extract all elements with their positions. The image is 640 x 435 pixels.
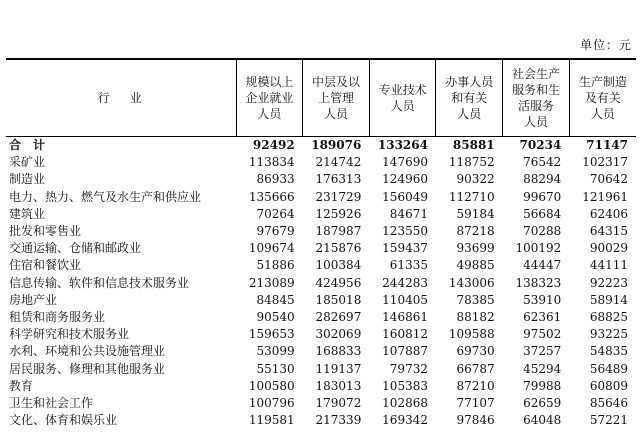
wage-value: 100796: [248, 395, 295, 410]
wage-value: 70264: [256, 206, 295, 221]
wage-value: 70288: [523, 224, 562, 239]
wage-value: 143006: [448, 275, 495, 290]
wage-value: 282697: [315, 309, 362, 324]
header-professional-technical: [369, 59, 436, 137]
industry-name: 住宿和餐饮业: [9, 258, 82, 273]
wage-value: 231729: [315, 189, 362, 204]
industry-name: 水利、环境和公共设施管理业: [9, 344, 166, 359]
wage-value: 62361: [523, 309, 562, 324]
wage-value: 53099: [256, 344, 295, 359]
wage-value: 70234: [519, 138, 562, 153]
table-row: [6, 309, 636, 326]
table-row: [6, 240, 636, 257]
wage-value: 62659: [523, 395, 562, 410]
wage-value: 302069: [315, 327, 362, 342]
wage-value: 79732: [389, 361, 428, 376]
wage-value: 49885: [456, 258, 495, 273]
wage-value: 121961: [582, 189, 628, 204]
wage-value: 169342: [382, 413, 428, 428]
wage-value: 147690: [382, 155, 428, 170]
industry-name: 卫生和社会工作: [9, 395, 94, 410]
table-row: [6, 378, 636, 395]
header-line: 行业: [97, 91, 162, 105]
wage-value: 118752: [448, 155, 495, 170]
wage-value: 58914: [589, 292, 628, 307]
wage-value: 51886: [256, 258, 295, 273]
wage-value: 107887: [382, 344, 428, 359]
header-production: [569, 59, 636, 137]
industry-name: 租赁和商务服务业: [9, 309, 106, 324]
header-line: 上管理: [317, 91, 354, 105]
wage-value: 93225: [589, 327, 628, 342]
wage-value: 105383: [382, 378, 428, 393]
header-line: 人员: [457, 107, 482, 121]
wage-value: 109588: [448, 327, 495, 342]
wage-value: 102317: [582, 155, 628, 170]
wage-value: 88182: [456, 309, 495, 324]
wage-value: 86933: [256, 172, 295, 187]
industry-name: 交通运输、仓储和邮政业: [9, 241, 142, 256]
wage-table: [6, 58, 636, 429]
wage-value: 187987: [315, 224, 362, 239]
wage-value: 124960: [382, 172, 428, 187]
header-line: 活服务: [517, 99, 554, 113]
total-row: [6, 137, 636, 155]
wage-value: 215876: [315, 241, 362, 256]
wage-value: 93699: [456, 241, 495, 256]
header-line: 人员: [323, 107, 348, 121]
wage-value: 100580: [248, 378, 295, 393]
wage-value: 87218: [456, 224, 495, 239]
industry-name: 合计: [9, 138, 58, 153]
table-row: [6, 343, 636, 360]
wage-value: 88294: [523, 172, 562, 187]
wage-value: 78385: [456, 292, 495, 307]
wage-value: 159437: [382, 241, 428, 256]
header-line: 专业技术: [378, 83, 427, 97]
wage-value: 100192: [515, 241, 562, 256]
wage-value: 102868: [382, 395, 428, 410]
industry-name: 制造业: [9, 172, 46, 187]
table-row: [6, 154, 636, 171]
wage-value: 70642: [589, 172, 628, 187]
wage-value: 99670: [523, 189, 562, 204]
wage-value: 97502: [523, 327, 562, 342]
wage-value: 68825: [589, 309, 628, 324]
wage-value: 214742: [315, 155, 362, 170]
header-large-enterprise: [236, 59, 303, 137]
header-line: 人员: [523, 115, 548, 129]
wage-value: 92223: [589, 275, 628, 290]
wage-value: 125926: [315, 206, 362, 221]
wage-value: 44447: [523, 258, 562, 273]
wage-value: 64315: [589, 224, 628, 239]
wage-value: 97846: [456, 413, 495, 428]
wage-value: 37257: [523, 344, 562, 359]
table-row: [6, 360, 636, 377]
wage-value: 69730: [456, 344, 495, 359]
wage-value: 135666: [248, 189, 295, 204]
wage-value: 71147: [586, 138, 628, 153]
header-middle-management: [303, 59, 370, 137]
wage-value: 112710: [448, 189, 495, 204]
table-row: [6, 257, 636, 274]
header-line: 及有关: [584, 91, 621, 105]
wage-value: 185018: [315, 292, 362, 307]
wage-value: 56489: [589, 361, 628, 376]
table-row: [6, 189, 636, 206]
wage-value: 79988: [523, 378, 562, 393]
wage-value: 61335: [389, 258, 428, 273]
wage-value: 56684: [523, 206, 562, 221]
wage-value: 244283: [382, 275, 428, 290]
industry-name: 科学研究和技术服务业: [9, 327, 130, 342]
header-line: 社会生产: [511, 67, 560, 81]
wage-value: 84845: [256, 292, 295, 307]
header-line: 人员: [257, 107, 282, 121]
wage-value: 55130: [256, 361, 295, 376]
wage-value: 90322: [456, 172, 495, 187]
header-clerical: [436, 59, 503, 137]
industry-name: 建筑业: [9, 206, 46, 221]
wage-value: 77107: [456, 395, 495, 410]
industry-name: 文化、体育和娱乐业: [9, 413, 118, 428]
wage-value: 168833: [315, 344, 362, 359]
wage-value: 84671: [389, 206, 428, 221]
wage-value: 53910: [523, 292, 562, 307]
wage-value: 109674: [248, 241, 295, 256]
table-row: [6, 292, 636, 309]
industry-name: 房地产业: [9, 292, 58, 307]
wage-value: 119581: [248, 413, 295, 428]
wage-value: 54835: [589, 344, 628, 359]
header-line: 人员: [390, 99, 415, 113]
wage-value: 146861: [382, 309, 428, 324]
table-header-row: [6, 59, 636, 137]
wage-value: 45294: [523, 361, 562, 376]
wage-value: 66787: [456, 361, 495, 376]
wage-value: 424956: [315, 275, 362, 290]
wage-value: 156049: [382, 189, 428, 204]
header-line: 服务和生: [511, 83, 560, 97]
wage-value: 179072: [315, 395, 362, 410]
wage-value: 76542: [523, 155, 562, 170]
header-industry: [6, 59, 236, 137]
wage-value: 100384: [315, 258, 362, 273]
table-row: [6, 326, 636, 343]
wage-value: 183013: [315, 378, 362, 393]
wage-value: 113834: [248, 155, 295, 170]
wage-value: 189076: [311, 138, 362, 153]
industry-name: 信息传输、软件和信息技术服务业: [9, 275, 190, 290]
table-row: [6, 223, 636, 240]
table-body: [6, 137, 636, 430]
unit-label: 单位：元: [579, 38, 632, 52]
header-line: 企业就业: [245, 91, 294, 105]
wage-value: 138323: [515, 275, 562, 290]
wage-value: 176313: [315, 172, 362, 187]
wage-value: 213089: [248, 275, 295, 290]
wage-value: 159653: [248, 327, 295, 342]
header-line: 人员: [590, 107, 615, 121]
wage-value: 62406: [589, 206, 628, 221]
table-row: [6, 206, 636, 223]
header-line: 规模以上: [245, 75, 294, 89]
wage-value: 87210: [456, 378, 495, 393]
wage-value: 160812: [382, 327, 428, 342]
wage-value: 119137: [315, 361, 362, 376]
wage-value: 133264: [377, 138, 428, 153]
wage-value: 92492: [252, 138, 295, 153]
wage-value: 85646: [589, 395, 628, 410]
industry-name: 批发和零售业: [9, 224, 82, 239]
table-row: [6, 395, 636, 412]
wage-value: 217339: [315, 413, 362, 428]
wage-value: 97679: [256, 224, 295, 239]
wage-value: 60809: [589, 378, 628, 393]
wage-value: 85881: [452, 138, 495, 153]
table-row: [6, 275, 636, 292]
header-service: [503, 59, 570, 137]
header-line: 生产制造: [578, 75, 627, 89]
wage-value: 110405: [382, 292, 428, 307]
wage-value: 90029: [589, 241, 628, 256]
wage-value: 64048: [523, 413, 562, 428]
table-row: [6, 412, 636, 429]
header-line: 办事人员: [445, 75, 494, 89]
wage-value: 90540: [256, 309, 295, 324]
industry-name: 电力、热力、燃气及水生产和供应业: [9, 189, 202, 204]
industry-name: 教育: [9, 378, 34, 393]
header-line: 和有关: [451, 91, 488, 105]
wage-value: 57221: [589, 413, 628, 428]
industry-name: 居民服务、修理和其他服务业: [9, 361, 166, 376]
industry-name: 采矿业: [9, 155, 46, 170]
wage-value: 44111: [589, 258, 628, 273]
header-line: 中层及以: [311, 75, 360, 89]
table-row: [6, 171, 636, 188]
wage-value: 59184: [456, 206, 495, 221]
wage-value: 123550: [382, 224, 428, 239]
